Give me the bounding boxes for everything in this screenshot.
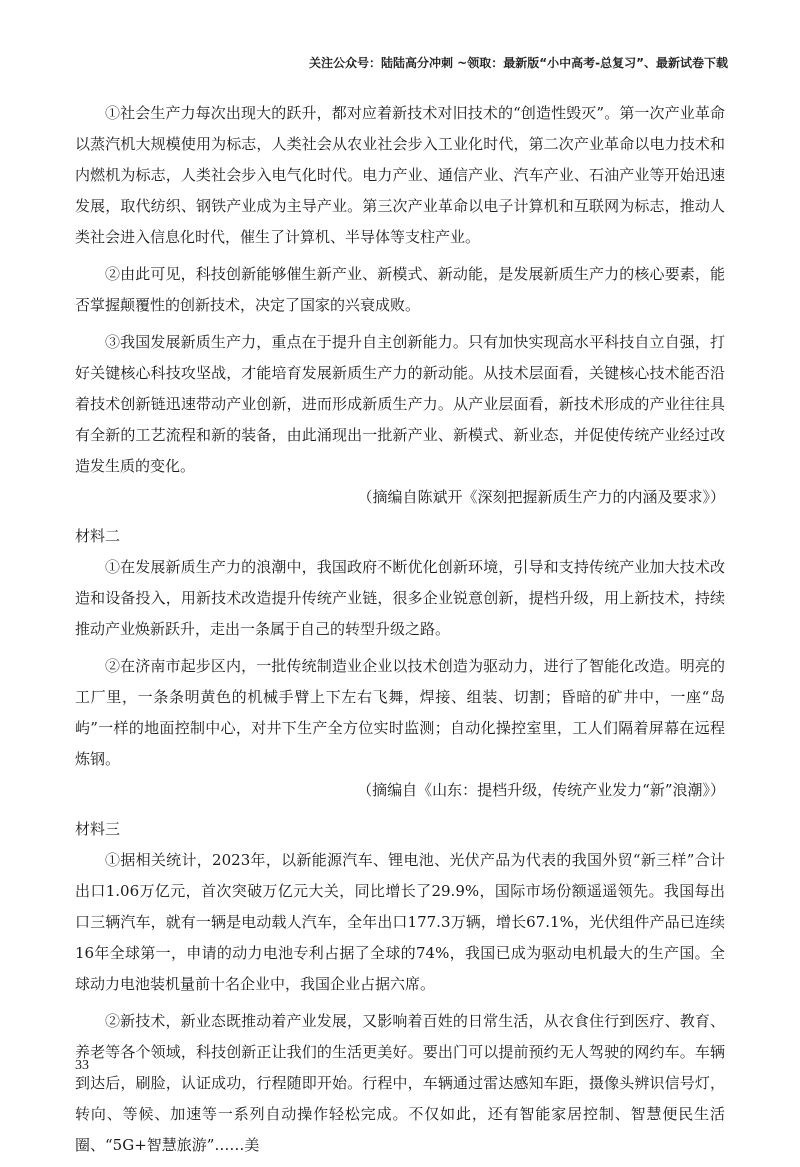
m2-source: （摘编自《山东：提档升级，传统产业发力“新”浪潮》） — [357, 781, 725, 799]
m1-source: （摘编自陈斌开《深刻把握新质生产力的内涵及要求》） — [357, 488, 725, 506]
m1-paragraph-2: ②由此可见，科技创新能够催生新产业、新模式、新动能，是发展新质生产力的核心要素，能否掌握颠覆性的创新技术，决定了国家的兴衰成败。 — [75, 265, 725, 314]
page-header: 关注公众号：陆陆高分冲刺 ~领取：最新版“小中高考-总复习”、最新试卷下载 — [309, 56, 728, 70]
m3-paragraph-2: ②新技术，新业态既推动着产业发展，又影响着百姓的日常生活，从衣食住行到医疗、教育、养老等各个领域，科技创新正让我们的生活更美好。要出门可以提前预约无人驾驶的网约车。车辆到达后，刷脸，认证成功，行程随即开始。行程中，车辆通过雷达感知车距，摄像头辨识信号灯，转向、等候、加速等一系列自动操作轻松完成。不仅如此，还有智能家居控制、智慧便民生活圈、“5G+智慧旅游”……美 — [75, 1012, 725, 1154]
page-number: 33 — [75, 1058, 89, 1073]
m2-paragraph-1: ①在发展新质生产力的浪潮中，我国政府不断优化创新环境，引导和支持传统产业加大技术改造和设备投入，用新技术改造提升传统产业链，很多企业锐意创新，提档升级，用上新技术，持续推动产业焕新跃升，走出一条属于自己的转型升级之路。 — [75, 558, 725, 638]
m3-paragraph-1: ①据相关统计，2023年，以新能源汽车、锂电池、光伏产品为代表的我国外贸“新三样”合计出口1.06万亿元，首次突破万亿元大关，同比增长了29.9%，国际市场份额遥遥领先。我国每出口三辆汽车，就有一辆是电动载人汽车，全年出口177.3万辆，增长67.1%，光伏组件产品已连续16年全球第一，申请的动力电池专利占据了全球的74%，我国已成为驱动电机最大的生产国。全球动力电池装机量前十名企业中，我国企业占据六席。 — [75, 851, 725, 993]
m1-paragraph-1: ①社会生产力每次出现大的跃升，都对应着新技术对旧技术的“创造性毁灭”。第一次产业革命以蒸汽机大规模使用为标志，人类社会从农业社会步入工业化时代，第二次产业革命以电力技术和内燃机为标志，人类社会步入电气化时代。电力产业、通信产业、汽车产业、石油产业等开始迅速发展，取代纺织、钢铁产业成为主导产业。第三次产业革命以电子计算机和互联网为标志，推动人类社会进入信息化时代，催生了计算机、半导体等支柱产业。 — [75, 104, 725, 246]
material3-label: 材料三 — [75, 820, 121, 838]
m1-paragraph-3: ③我国发展新质生产力，重点在于提升自主创新能力。只有加快实现高水平科技自立自强，打好关键核心科技攻坚战，才能培育发展新质生产力的新动能。从技术层面看，关键核心技术能否沿着技术创新链迅速带动产业创新，进而形成新质生产力。从产业层面看，新技术形成的产业往往具有全新的工艺流程和新的装备，由此涌现出一批新产业、新模式、新业态，并促使传统产业经过改造发生质的变化。 — [75, 333, 725, 475]
document-body — [75, 98, 725, 1167]
material2-label: 材料二 — [75, 527, 121, 545]
m2-paragraph-2: ②在济南市起步区内，一批传统制造业企业以技术创造为驱动力，进行了智能化改造。明亮的工厂里，一条条明黄色的机械手臂上下左右飞舞，焊接、组装、切割；昏暗的矿井中，一座“岛屿”一样的地面控制中心，对井下生产全方位实时监测；自动化操控室里，工人们隔着屏幕在远程炼钢。 — [75, 657, 725, 768]
